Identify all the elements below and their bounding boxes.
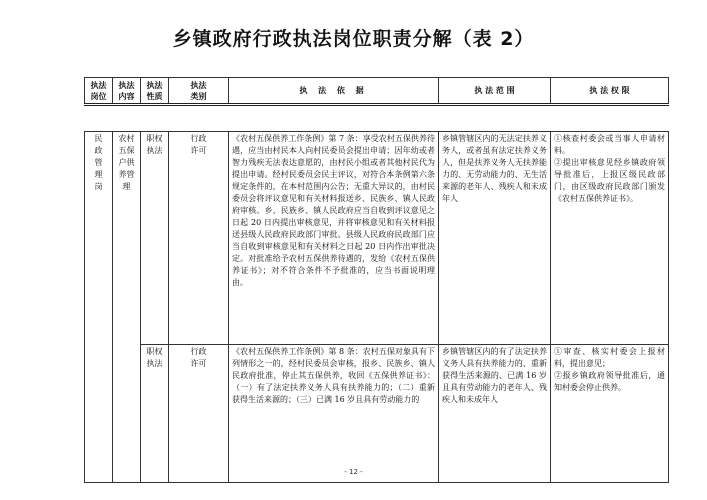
authority-cell: ①审查、核实村委会上报材料，提出意见； ②报乡镇政府领导批准后，通知村委会停止供养。 (551, 345, 669, 483)
scope-cell: 乡镇管辖区内的无法定扶养义务人，或者虽有法定扶养义务人，但是扶养义务人无扶养能力的、无劳动能力的、无生活来源的老年人、残疾人和未成年人 (439, 132, 551, 345)
header-row (85, 78, 669, 105)
header-content: 执法内容 (113, 78, 141, 105)
category-cell: 行政许可 (169, 345, 229, 483)
scope-cell: 乡镇管辖区内的有了法定扶养义务人具有扶养能力的、重新获得生活来源的、已满 16 岁且具有劳动能力的老年人、残疾人和未成年人 (439, 345, 551, 483)
header-scope: 执 法 范 围 (439, 78, 551, 105)
basis-cell: 《农村五保供养工作条例》第 7 条：享受农村五保供养待遇，应当由村民本人向村民委员会提出申请；因年幼或者智力残疾无法表达意愿的，由村民小组或者其他村民代为提出申请。经村民委员会民主评议，对符合本条例第六条规定条件的，在本村范围内公告；无重大异议的，由村民委员会将评议意见和有关材料报送乡、民族乡、镇人民政府审核。乡、民族乡、镇人民政府应当自收到评议意见之日起 20 日内提出审核意见，并将审核意见和有关材料报送县级人民政府民政部门审批。县级人民政府民政部门应当自收到审核意见和有关材料之日起 20 日内作出审批决定。对批准给予农村五保供养待遇的，发给《农村五保供养证书》；对不符合条件不予批准的，应当书面说明理由。 (229, 132, 439, 345)
authority-cell: ①核查村委会或当事人申请材料。 ②提出审核意见经乡镇政府领导批准后，上报区级民政部门，由区级政府民政部门颁发《农村五保供养证书》。 (551, 132, 669, 345)
table-row (85, 345, 669, 483)
header-nature: 执法性质 (141, 78, 169, 105)
department-cell: 民政管理岗 (85, 132, 113, 483)
content-cell: 农村五保户供养管理 (113, 132, 141, 483)
table-row (85, 132, 669, 345)
basis-cell: 《农村五保供养工作条例》第 8 条：农村五保对象具有下列情形之一的，经村民委员会审核，报乡、民族乡、镇人民政府批准，停止其五保供养，收回《五保供养证书》：（一）有了法定扶养义务人具有扶养能力的；（二）重新获得生活来源的；（三）已满 16 岁且具有劳动能力的 (229, 345, 439, 483)
header-category: 执法类别 (169, 78, 229, 105)
duty-table (84, 77, 669, 483)
page-title: 乡镇政府行政执法岗位职责分解（表 2） (172, 28, 535, 50)
header-authority: 执 法 权 限 (551, 78, 669, 105)
category-cell: 行政许可 (169, 132, 229, 345)
page-number: - 12 - (344, 468, 363, 476)
header-basis: 执 法 依 据 (229, 78, 439, 105)
nature-cell: 职权执法 (141, 132, 169, 345)
nature-cell: 职权执法 (141, 345, 169, 483)
header-post: 执法岗位 (85, 78, 113, 105)
